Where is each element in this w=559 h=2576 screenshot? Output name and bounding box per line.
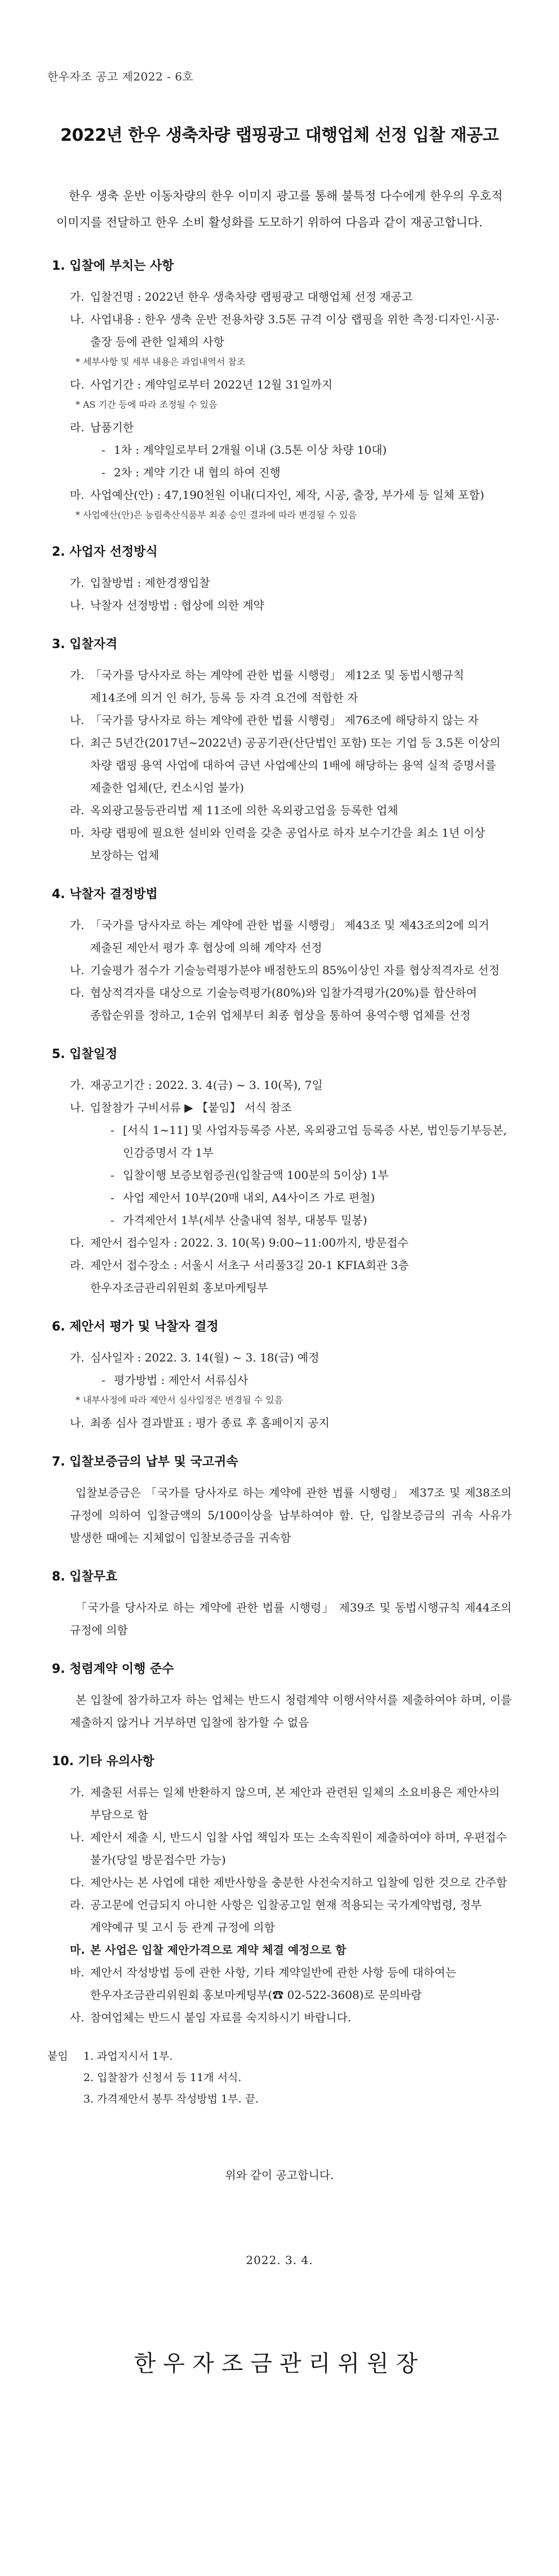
- item-marker: 라.: [70, 1258, 85, 1272]
- section-heading: 1. 입찰에 부치는 사항: [52, 259, 174, 273]
- list-item: [70, 731, 512, 799]
- item-marker: -: [110, 1168, 114, 1182]
- closing-statement: 위와 같이 공고합니다.: [225, 2168, 334, 2182]
- list-item: [70, 959, 512, 981]
- section: [47, 1043, 512, 1299]
- attachment-item: 3. 가격제안서 봉투 작성방법 1부. 끝.: [83, 2093, 259, 2105]
- signer-name: 한우자조금관리위원장: [134, 2351, 425, 2377]
- section-heading: 4. 낙찰자 결정방법: [52, 887, 158, 901]
- list-item: [70, 822, 512, 867]
- item-marker: 라.: [70, 803, 85, 817]
- item-text: 「국가를 당사자로 하는 계약에 관한 법률 시행령」 제12조 및 동법시행규칙 제14조에 의거 인 허가, 등록 등 자격 요건에 적합한 자: [90, 668, 464, 704]
- item-text: 재공고기간 : 2022. 3. 4(금) ~ 3. 10(목), 7일: [90, 1078, 323, 1092]
- notice-date: 2022. 3. 4.: [246, 2253, 313, 2267]
- item-marker: 가.: [70, 576, 85, 590]
- item-text: 입찰건명 : 2022년 한우 생축차량 랩핑광고 대행업체 선정 재공고: [90, 290, 413, 303]
- item-marker: 가.: [70, 1785, 85, 1799]
- item-marker: 가.: [70, 918, 85, 932]
- list-item: [70, 664, 512, 709]
- item-marker: -: [110, 1191, 114, 1204]
- section: [47, 1316, 512, 1434]
- section-heading: 7. 입찰보증금의 납부 및 국고귀속: [52, 1455, 238, 1469]
- item-text: 제안서 작성방법 등에 관한 사항, 기타 계약일반에 관한 사항 등에 대하여는 한우자조금관리위원회 홍보마케팅부(☎ 02-522-3608)로 문의바람: [90, 1966, 456, 2002]
- item-marker: 마.: [70, 826, 85, 840]
- item-text: 제안서 접수일자 : 2022. 3. 10(목) 9:00~11:00까지, 방문접수: [90, 1236, 409, 1249]
- item-marker: 가.: [70, 1351, 85, 1364]
- section-paragraph: 입찰보증금은 「국가를 당사자로 하는 계약에 관한 법률 시행령」 제37조 및 제38조의 규정에 의하여 입찰금액의 5/100이상을 납부하여야 함. 단, 입찰보증금의 귀속 사유가 발생한 때에는 지체없이 입찰보증금을 귀속함: [70, 1486, 512, 1544]
- section: [47, 883, 512, 1026]
- item-text: 낙찰자 선정방법 : 협상에 의한 계약: [90, 599, 265, 612]
- section-heading: 9. 청렴계약 이행 준수: [52, 1662, 174, 1676]
- attachment-item: 2. 입찰참가 신청서 등 11개 서식.: [83, 2071, 242, 2084]
- item-marker: 나.: [70, 1416, 85, 1430]
- attachment-lead: 붙임: [47, 2050, 68, 2062]
- document-number: 한우자조 공고 제2022 - 6호: [47, 70, 194, 83]
- item-marker: 나.: [70, 1101, 85, 1114]
- list-item: [70, 799, 512, 822]
- item-marker: 가.: [70, 668, 85, 682]
- section-paragraph: 본 입찰에 참가하고자 하는 업체는 반드시 청렴계약 이행서약서를 제출하여야 하며, 이를 제출하지 않거나 거부하면 입찰에 참가할 수 없음: [70, 1693, 512, 1729]
- item-text: 가격제안서 1부(세부 산출내역 첨부, 대봉투 밀봉): [123, 1213, 367, 1227]
- list-item: [70, 1894, 512, 1939]
- section-heading: 6. 제안서 평가 및 낙찰자 결정: [52, 1320, 219, 1334]
- item-text: 사업예산(안) : 47,190천원 이내(디자인, 제작, 시공, 출장, 부가세 등 일체 포함): [90, 488, 485, 502]
- item-marker: 나.: [70, 1831, 85, 1844]
- item-text: 입찰방법 : 제한경쟁입찰: [90, 576, 210, 590]
- item-text: 2차 : 계약 기간 내 협의 하여 진행: [114, 466, 281, 479]
- item-text: 협상적격자를 대상으로 기술능력평가(80%)와 입찰가격평가(20%)를 합산하여 종합순위를 정하고, 1순위 업체부터 최종 협상을 통하여 용역수행 업체를 선정: [90, 986, 477, 1022]
- item-text: 제출된 서류는 일체 반환하지 않으며, 본 제안과 관련된 일체의 소요비용은 제안사의 부담으로 함: [90, 1785, 500, 1821]
- sub-item: [110, 1119, 512, 1164]
- sub-item: [101, 1369, 512, 1391]
- section: [47, 1658, 512, 1734]
- list-item: [70, 1254, 512, 1299]
- sections-container: [47, 255, 512, 2029]
- item-text: 공고문에 언급되지 아니한 사항은 입찰공고일 현재 적용되는 국가계약법령, 정부 계약예규 및 고시 등 관계 규정에 의함: [90, 1898, 482, 1934]
- item-text: 최종 심사 결과발표 : 평가 종료 후 홈페이지 공지: [90, 1416, 330, 1430]
- item-marker: 나.: [70, 963, 85, 977]
- item-text: 기술평가 점수가 기술능력평가분야 배점한도의 85%이상인 자를 협상적격자로 선정: [90, 963, 500, 977]
- section-heading: 2. 사업자 선정방식: [52, 545, 158, 559]
- list-item: [70, 981, 512, 1026]
- item-text: 제안서 접수장소 : 서울시 서초구 서리풀3길 20-1 KFIA회관 3층 한우자조금관리위원회 홍보마케팅부: [90, 1258, 409, 1294]
- list-item: [70, 1074, 512, 1096]
- item-text: 제안사는 본 사업에 대한 제반사항을 충분한 사전숙지하고 입찰에 임한 것으로 간주함: [90, 1876, 507, 1889]
- list-item: [70, 914, 512, 959]
- item-marker: 라.: [70, 1898, 85, 1912]
- item-marker: 나.: [70, 599, 85, 612]
- item-text: 사업내용 : 한우 생축 운반 전용차량 3.5톤 규격 이상 랩핑을 위한 측정·디자인·시공·출장 등에 관한 일체의 사항: [90, 312, 500, 349]
- item-text: 제안서 제출 시, 반드시 입찰 사업 책임자 또는 소속직원이 제출하여야 하며, 우편접수 불가(당일 방문접수만 가능): [90, 1831, 507, 1867]
- item-text: 심사일자 : 2022. 3. 14(월) ~ 3. 18(금) 예정: [90, 1351, 320, 1364]
- note-text: * 세부사항 및 세부 내용은 과업내역서 참조: [76, 356, 246, 367]
- section-heading: 5. 입찰일정: [52, 1047, 118, 1061]
- item-marker: 다.: [70, 736, 85, 749]
- item-text: 1차 : 계약일로부터 2개월 이내 (3.5톤 이상 차량 10대): [114, 443, 387, 457]
- item-marker: 가.: [70, 290, 85, 303]
- item-marker: -: [101, 443, 105, 457]
- sub-item: [101, 461, 512, 484]
- item-marker: 사.: [70, 2011, 85, 2024]
- attachment-item: 1. 과업지시서 1부.: [83, 2050, 173, 2062]
- list-item: [70, 1231, 512, 1254]
- section: [47, 1451, 512, 1549]
- list-item: [70, 709, 512, 731]
- section: [47, 633, 512, 867]
- section-heading: 8. 입찰무효: [52, 1570, 118, 1584]
- item-marker: 다.: [70, 378, 85, 391]
- item-text: 최근 5년간(2017년~2022년) 공공기관(산단법인 포함) 또는 기업 등 3.5톤 이상의 차량 랩핑 용역 사업에 대하여 금년 사업예산의 1배에 해당하는 용역 실적 증명서를 제출한 업체(단, 컨소시엄 불가): [90, 736, 501, 794]
- item-text: 참여업체는 반드시 붙임 자료를 숙지하시기 바랍니다.: [90, 2011, 352, 2024]
- note-text: * AS 기간 등에 따라 조정될 수 있음: [76, 399, 218, 410]
- item-marker: -: [101, 1373, 105, 1387]
- item-marker: 라.: [70, 421, 85, 434]
- item-text: 옥외광고물등관리법 제 11조에 의한 옥외광고업을 등록한 업체: [90, 803, 398, 817]
- item-text: 사업 제안서 10부(20매 내외, A4사이즈 가로 편철): [123, 1191, 375, 1204]
- item-text: 「국가를 당사자로 하는 계약에 관한 법률 시행령」 제43조 및 제43조의2에 의거 제출된 제안서 평가 후 협상에 의해 계약자 선정: [90, 918, 490, 954]
- item-marker: 다.: [70, 986, 85, 999]
- item-marker: 바.: [70, 1966, 85, 1979]
- list-item: [70, 2006, 512, 2029]
- sub-item: [110, 1209, 512, 1231]
- list-item: [70, 1346, 512, 1369]
- item-text: 납품기한: [90, 421, 134, 434]
- section-heading: 3. 입찰자격: [52, 637, 118, 651]
- sub-item: [110, 1164, 512, 1186]
- list-item: [70, 1871, 512, 1894]
- item-marker: -: [101, 466, 105, 479]
- note-text: * 사업예산(안)은 농림축산식품부 최종 승인 결과에 따라 변경될 수 있음: [76, 510, 357, 520]
- item-text: 본 사업은 입찰 제안가격으로 계약 체결 예정으로 함: [90, 1943, 347, 1957]
- item-text: 「국가를 당사자로 하는 계약에 관한 법률 시행령」 제76조에 해당하지 않는 자: [90, 713, 479, 727]
- sub-item: [101, 439, 512, 461]
- item-marker: 마.: [70, 1943, 85, 1957]
- sub-item: [110, 1186, 512, 1209]
- item-text: [서식 1~11] 및 사업자등록증 사본, 옥외광고업 등록증 사본, 법인등기부등본, 인감증명서 각 1부: [123, 1123, 507, 1159]
- item-marker: -: [110, 1213, 114, 1227]
- item-marker: -: [110, 1123, 114, 1137]
- list-item: [70, 594, 512, 617]
- section: [47, 1751, 512, 2029]
- item-marker: 가.: [70, 1078, 85, 1092]
- list-item: [70, 1939, 512, 1961]
- note-text: * 내부사정에 따라 제안서 심사일정은 변경될 수 있음: [76, 1395, 283, 1405]
- item-text: 사업기간 : 계약일로부터 2022년 12월 31일까지: [90, 378, 333, 391]
- list-item: [70, 572, 512, 594]
- list-item: [70, 1961, 512, 2006]
- item-text: 차량 랩핑에 필요한 설비와 인력을 갖춘 공업사로 하자 보수기간을 최소 1년 이상 보장하는 업체: [90, 826, 485, 862]
- list-item: [70, 416, 512, 439]
- item-marker: 마.: [70, 488, 85, 502]
- list-item: [70, 484, 512, 506]
- list-item: [70, 373, 512, 396]
- section-paragraph: 「국가를 당사자로 하는 계약에 관한 법률 시행령」 제39조 및 동법시행규칙 제44조의 규정에 의함: [70, 1601, 512, 1637]
- list-item: [70, 1096, 512, 1119]
- list-item: [70, 285, 512, 308]
- list-item: [70, 1412, 512, 1434]
- item-text: 입찰이행 보증보험증권(입찰금액 100분의 5이상) 1부: [123, 1168, 389, 1182]
- section: [47, 1566, 512, 1641]
- item-marker: 나.: [70, 713, 85, 727]
- intro-paragraph: 한우 생축 운반 이동차량의 한우 이미지 광고를 통해 불특정 다수에게 한우의 우호적 이미지를 전달하고 한우 소비 활성화를 도모하기 위하여 다음과 같이 재공고합니다.: [56, 189, 503, 229]
- list-item: [70, 1781, 512, 1826]
- item-marker: 다.: [70, 1236, 85, 1249]
- section-heading: 10. 기타 유의사항: [52, 1754, 154, 1769]
- section: [47, 541, 512, 617]
- list-item: [70, 308, 512, 353]
- item-text: 평가방법 : 제안서 서류심사: [114, 1373, 249, 1387]
- attachment-list: [47, 2046, 512, 2110]
- item-text: 입찰참가 구비서류 ▶ 【붙임】 서식 참조: [90, 1101, 292, 1114]
- document-title: 2022년 한우 생축차량 랩핑광고 대행업체 선정 입찰 재공고: [60, 126, 499, 145]
- section: [47, 255, 512, 524]
- item-marker: 다.: [70, 1876, 85, 1889]
- item-marker: 나.: [70, 312, 85, 326]
- list-item: [70, 1826, 512, 1871]
